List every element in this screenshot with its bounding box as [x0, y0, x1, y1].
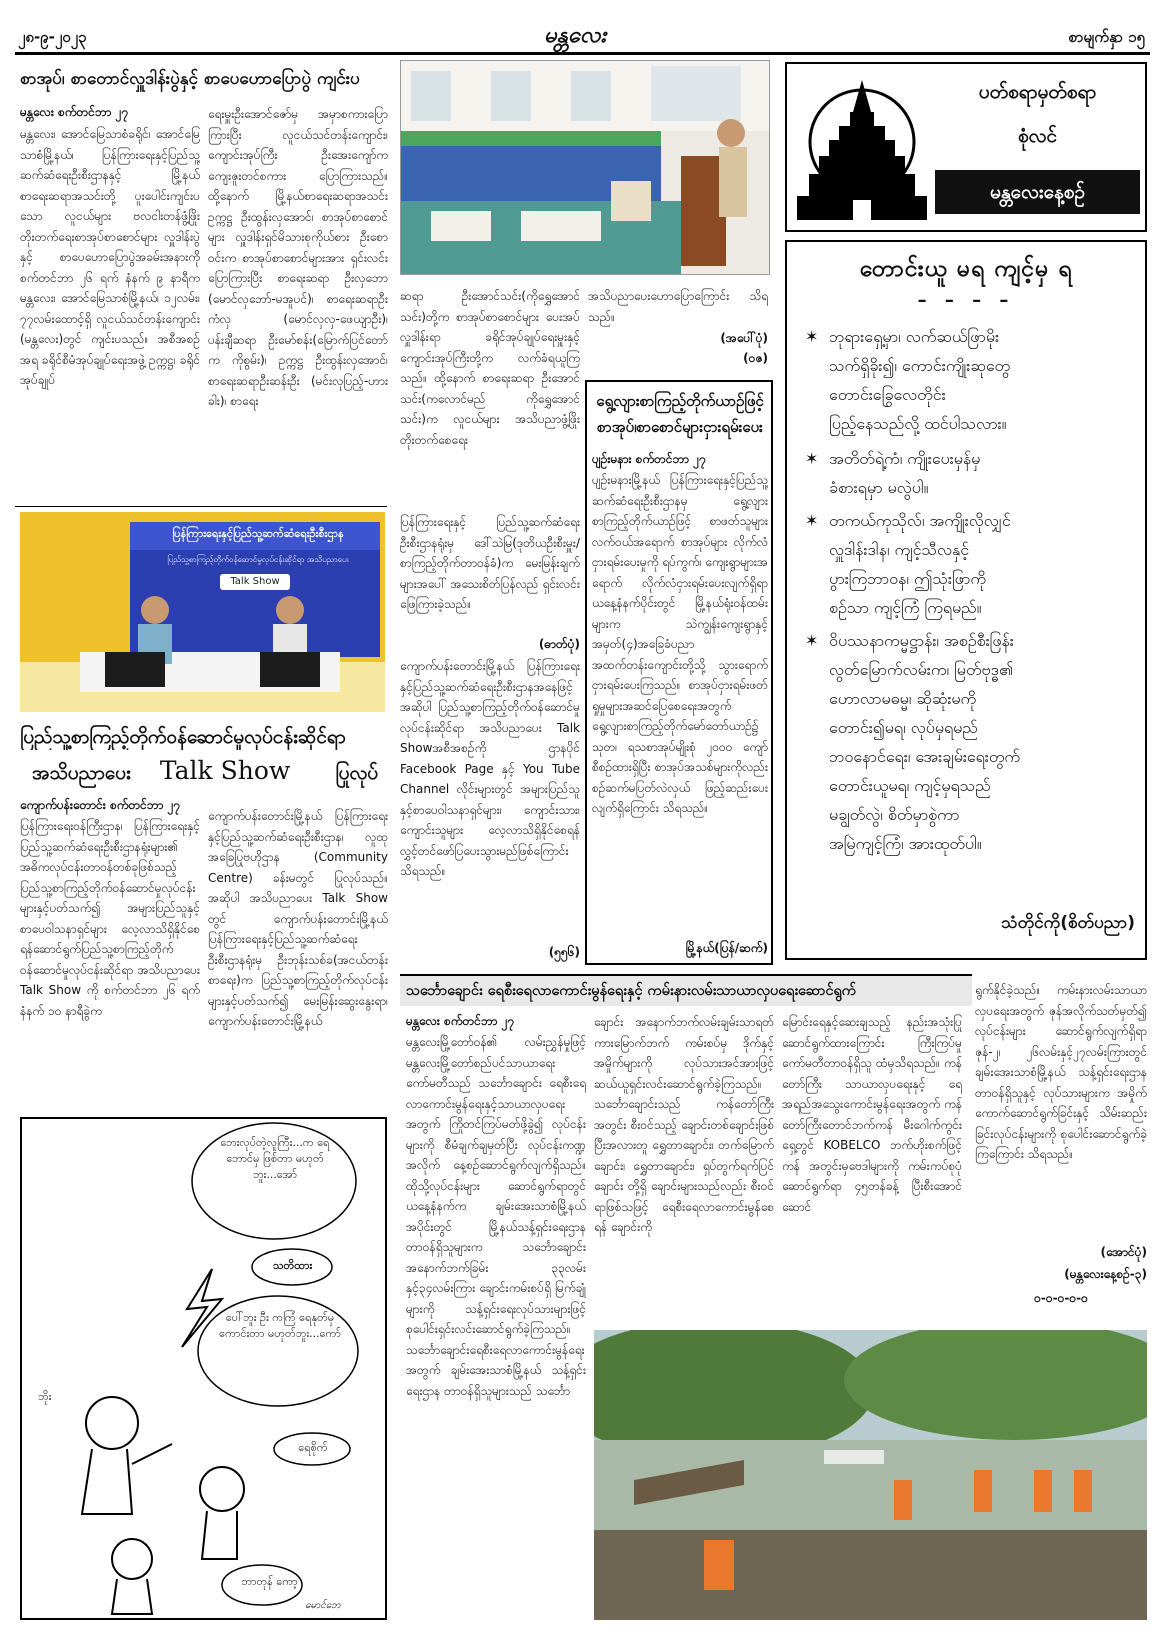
poem-stanza-4	[805, 626, 1140, 858]
canal-photo	[594, 1330, 1147, 1620]
poem-stanza-2	[805, 444, 1140, 502]
story-talks-credit-a: (အပေါ်ပုံ)	[720, 331, 768, 345]
talkshow-byline: ကျောက်ပန်းတောင်း စက်တင်ဘာ ၂၇	[20, 798, 181, 812]
talkshow-headline-part-b: Talk Show	[159, 756, 291, 785]
story-talks-col1: မန္တလေး၊ အောင်မြေသာစံခရိုင်၊ အောင်မြေသာစံမြို့နယ်၊ ပြန်ကြားရေးနှင့်ပြည်သူ့ဆက်ဆံရေးဦးစီးဌာနနှင့် မြို့နယ်စာရေးဆရာအသင်းတို့ ပူးပေါင်းကျင်းပသော လူငယ်များ ဗလငါးတန်ဖွံ့ဖြိုးတိုးတက်ရေးစာအုပ်စာစောင်များ လှူဒါန်းပွဲနှင့် စာပေဟောပြောပွဲအခမ်းအနားကို စက်တင်ဘာ ၂၆ ရက် နံနက် ၉ နာရီက မန္တလေး၊ အောင်မြေသာစံမြို့နယ်၊ ၁၂လမ်း၊ ၇၇လမ်းထောင့်ရှိ လူငယ်သင်တန်းကျောင်း (မန္တလေး)တွင် ကျင်းပသည်။ အစီအစဉ်အရ ခရိုင်စီမံအုပ်ချုပ်ရေးအဖွဲ့ ဥက္ကဋ္ဌ၊ ခရိုင်အုပ်ချုပ်	[20, 127, 200, 387]
cartoon-bubble-5: ဘာတုန် ကော့	[241, 1575, 298, 1588]
poem-line: ပြည့်နေသည်လို့ ထင်ပါသလား။	[829, 414, 1007, 433]
canal-byline: မန္တလေး စက်တင်ဘာ ၂၇	[406, 1014, 515, 1028]
cartoon-bubble-4: ရေစိုက်	[298, 1441, 328, 1454]
poem-line: တောင်းယူမရ၊ ကျင့်မှရသည်	[829, 776, 991, 795]
canal-col1: မန္တလေးမြို့တော်ဝန်၏ လမ်းညွှန်မှုဖြင့် မန္တလေးမြို့တော်စည်ပင်သာယာရေးကော်မတီသည် သင်္ဘောချောင်း ရေစီးရေလာကောင်းမွန်ရေးနှင့်သာယာလှပရေးအတွက် ကြိုတင်ကြပ်မတ်ဖို့ခွဲ၍ လုပ်ငန်းများကို စီမံချက်ချမှတ်ပြီး လုပ်ငန်းကဏ္ဍအလိုက် နေ့စဉ်ဆောင်ရွက်လျက်ရှိသည်။ ထိုသို့လုပ်ငန်းများ ဆောင်ရွက်ရာတွင် ယနေ့နံနက်က ချမ်းအေးသာစံမြို့နယ်အပိုင်းတွင် မြို့နယ်သန့်ရှင်းရေးဌာန တာဝန်ရှိသူများက သင်္ဘောချောင်းအနောက်ဘက်ခြမ်း ၃၃လမ်းနှင့်၃၄လမ်းကြား ချောင်းကမ်းစပ်ရှိ မြက်ချုံများကို သန့်ရှင်းရေးလုပ်သားများဖြင့် စုပေါင်းရှင်းလင်းဆောင်ရွက်ခဲ့ကြသည်။ သင်္ဘောချောင်းရေစီးရေလာကောင်းမွန်ရေးအတွက် ချမ်းအေးသာစံမြို့နယ် သန့်ရှင်းရေးဌာန တာဝန်ရှိသူများသည် သင်္ဘော	[406, 1035, 586, 1398]
poem-line: ပွားကြဘာဝန၊ ဤသုံးဖြာကို	[829, 569, 987, 588]
poem-line: လှူဒါန်းဒါန၊ ကျင့်သီလနှင့်	[829, 540, 970, 559]
cartoon-signature: မောင်ဘေ	[305, 1600, 341, 1611]
cartoon-label-left: ဘိုး	[38, 1390, 52, 1403]
poem-line: ခံစားရမှာ မလွဲပါ။	[829, 478, 929, 497]
motto-line2: စုံလင်	[1017, 125, 1058, 147]
talkshow-banner-subtitle: ပြည်သူ့စာကြည့်တိုက်ဝန်ဆောင်မှုလုပ်ငန်းဆိုင်ရာ အသိပညာပေး	[167, 555, 349, 564]
hall-photo-graphic	[401, 61, 770, 275]
poem-title: တောင်းယူ မရ ကျင့်မှ ရ	[859, 256, 1073, 282]
poem-line: ✶ တကယ်ကုသိုလ်၊ အကျိုးလိုလျှင်	[805, 506, 1140, 535]
poem-line: ✶ ဝိပဿနာကမ္မဋ္ဌာန်း၊ အစဉ်စီးဖြန်း	[805, 626, 1140, 655]
talkshow-photo	[20, 512, 385, 712]
talkshow-credit-b: (၅၅၆)	[548, 945, 580, 959]
poem-divider: – – – –	[917, 290, 1015, 311]
poem-line: ✶ အတိတ်ရဲ့ကံ၊ ကျိုးပေးမှန်မှ	[805, 444, 1140, 473]
library-body: ပျဉ်းမနားမြို့နယ် ပြန်ကြားရေးနှင့်ပြည်သူ့ဆက်ဆံရေးဦးစီးဌာနမှ ရွေ့လျားစာကြည့်တိုက်ယာဉ်ဖြင့် စာဖတ်သူများ လက်ဝယ်အရောက် စာအုပ်များ လိုက်လံငှားရမ်းပေးမှုကို ရပ်ကွက်၊ ကျေးရွာများအရောက် လိုက်လံငှားရမ်းပေးလျက်ရှိရာ ယနေ့နံနက်ပိုင်းတွင် မြို့နယ်ရုံးဝန်ထမ်းများက သဲကျွန်းကျေးရွာနှင့် အမှတ်(၄)အခြေခံပညာအထက်တန်းကျောင်းတို့သို့ သွားရောက်ငှားရမ်းပေးကြသည်။ စာအုပ်ငှားရမ်းဖတ်ရှုမှုများအဆင်ပြေစေရေးအတွက် ရွေ့လျားစာကြည့်တိုက်မော်တော်ယာဉ်၌ သုတ၊ ရသစာအုပ်မျိုးစုံ ၂၀၀၀ ကျော်စီစဉ်ထားရှိပြီး စာအုပ်အသစ်များကိုလည်း စဉ်ဆက်မပြတ်လဲလှယ် ဖြည့်ဆည်းပေးလျက်ရှိကြောင်း သိရသည်။	[592, 473, 768, 815]
library-headline: ရွေ့လျားစာကြည့်တိုက်ယာဉ်ဖြင့် စာအုပ်၊စာစောင်များငှားရမ်းပေး	[596, 392, 764, 436]
talkshow-col2: ကျောက်ပန်းတောင်းမြို့နယ် ပြန်ကြားရေးနှင့်ပြည်သူ့ဆက်ဆံရေးဦးစီးဌာန၊ လူထုအခြေပြုဗဟိုဌာန (Community Centre) ခန်းမတွင် ပြုလုပ်သည်။ အဆိုပါ အသိပညာပေး Talk Show တွင် ကျောက်ပန်းတောင်းမြို့နယ်ပြန်ကြားရေးနှင့်ပြည်သူ့ဆက်ဆံရေးဦးစီးဌာနရုံးမှ ဦးဘုန်းသစ်ခ(အငယ်တန်းစာရေး)က ပြည်သူ့စာကြည့်တိုက်လုပ်ငန်းများနှင့်ပတ်သက်၍ မေးမြန်းဆွေးနွေးရာ၊ ကျောက်ပန်းတောင်းမြို့နယ်	[208, 809, 388, 1028]
cartoon-drawing	[22, 1119, 385, 1618]
library-byline: ပျဉ်းမနား စက်တင်ဘာ ၂၇	[592, 452, 706, 466]
talkshow-col3: ပြန်ကြားရေးနှင့် ပြည်သူ့ဆက်ဆံရေးဦးစီးဌာနရုံးမှ ဒေါ်သဲမြ(ဒုတိယဦးစီးမှူး/စာကြည့်တိုက်တာဝန်ခံ)က မေးမြန်းချက်များအပေါ် အသေးစိတ်ပြန်လည် ရှင်းလင်းဖြေကြားခဲ့သည်။	[400, 515, 580, 611]
poem-line: ဟောလာမဓမ္မ၊ ဆိုဆုံးမကို	[829, 689, 977, 708]
story-talks-bottom-rule	[15, 506, 387, 507]
story-talks-credit-b: (ဝဇ)	[743, 351, 768, 365]
story-talks-col3: ဆရာ ဦးအောင်သင်း(ကိုရွှေအောင်သင်း)တို့က စာအုပ်စာစောင်များ ပေးအပ်လှူဒါန်းရာ ခရိုင်အုပ်ချုပ်ရေးမှူးနှင့် ကျောင်းအုပ်ကြီးတို့က လက်ခံရယူကြသည်။ ထို့နောက် စာရေးဆရာ ဦးအောင်သင်း(ကလောင်မည် ကိုရွှေအောင်သင်း)က လူငယ်များ အသိပညာဖွံ့ဖြိုးတိုးတက်စေရေး	[400, 289, 580, 447]
pagoda-emblem-icon	[795, 72, 930, 222]
talkshow-headline-part-a: အသိပညာပေး	[32, 762, 131, 784]
canal-end-mark: ၀-၀-၀-၀-၀	[1034, 1291, 1088, 1305]
canal-credit: (အောင်ပုံ)	[1100, 1245, 1147, 1259]
canal-col3: မြောင်းရေနှင့်ဆေးချသည့် နည်းအသုံးပြုဆောင်ရွက်ထားကြောင်း ကြီးကြပ်မှုကော်မတီတာဝန်ရှိသူ ထံမှသိရသည်။ ကန်တော်ကြီး သာယာလှပရေးနှင့် ရေအရည်အသွေးကောင်းမွန်ရေးအတွက် ကန်တော်ကြီးတောင်ဘက်ကန် မီးဂေါက်ကွင်းရှေ့တွင် KOBELCO ဘက်ဟိုးစက်ဖြင့်ကန် အတွင်းမှဗေဒါများကို ကမ်းကပ်စုပုံဆောင်ရွက်ရာ ၄၅တန်ခန့် ပြီးစီးအောင် ဆောင်	[782, 1015, 962, 1214]
masthead-rule	[15, 52, 1150, 55]
story-talks-photo	[400, 60, 770, 275]
talkshow-banner-label: Talk Show	[220, 574, 290, 590]
poem-line: မချွတ်လွဲ၊ စိတ်မှာစွဲကာ	[829, 805, 960, 824]
star-bullet-icon: ✶	[805, 631, 819, 650]
story-talks-col4: အသိပညာပေးဟောပြောကြောင်း သိရသည်။	[588, 289, 768, 324]
poem-line: တောင်းခြွေလေတိုင်း	[829, 385, 946, 404]
talkshow-headline-part-c: ပြုလုပ်	[335, 762, 379, 784]
cartoon-bubble-3: ပေါ်ဘူး ဦး ကကြံ ရေနုတ်မှ ကောင်းတာ မဟုတ်ဘူး...ကော်	[219, 1311, 341, 1340]
poem-line: ✶ ဘုရားရှေ့မှာ၊ လက်ဆယ်ဖြာမိုး	[805, 322, 1140, 351]
poem-stanza-3	[805, 506, 1140, 622]
story-talks-headline: စာအုပ်၊ စာတောင်လှူဒါန်းပွဲနှင့် စာပေဟောပြောပွဲ ကျင်းပ	[20, 69, 360, 89]
talkshow-headline-line1: ပြည်သူ့စာကြည့်တိုက်ဝန်ဆောင်မှုလုပ်ငန်းဆိုင်ရာ	[20, 726, 346, 748]
poem-line: စဉ်သာ ကျင့်ကြံ ကြရမည်။	[829, 598, 982, 617]
star-bullet-icon: ✶	[805, 449, 819, 468]
talkshow-credit-a: (ဓာတ်ပုံ)	[538, 637, 580, 651]
talkshow-photo-graphic	[20, 512, 385, 712]
canal-headline: သင်္ဘောချောင်း ရေစီးရေလာကောင်းမွန်ရေးနှင့် ကမ်းနားလမ်းသာယာလှပရေးဆောင်ရွက်	[406, 983, 856, 999]
talkshow-col3b: ကျောက်ပန်းတောင်းမြို့နယ် ပြန်ကြားရေးနှင့်ပြည်သူ့ဆက်ဆံရေးဦးစီးဌာနအနေဖြင့် အဆိုပါ ပြည်သူ့စာကြည့်တိုက်ဝန်ဆောင်မှု လုပ်ငန်းဆိုင်ရာ အသိပညာပေး Talk Showအစီအစဉ်ကို ဌာနပိုင် Facebook Page နှင့် You Tube Channel လိုင်းများတွင် အများပြည်သူနှင့်စာပေဝါသနာရှင်များ၊ ကျောင်းသား၊ ကျောင်းသူများ လေ့လာသိရှိနိုင်စေရန် လွှင့်တင်ဖော်ပြပေးသွားမည်ဖြစ်ကြောင်း သိရသည်။	[400, 659, 580, 878]
poem-line: ဘဝနောင်ရေး၊ အေးချမ်းရေးတွက်	[829, 747, 1021, 766]
poem-line: တောင်း၍မရ၊ လုပ်မှရမည်	[829, 718, 978, 737]
poem-line: အမြဲကျင့်ကြံ၊ အားထုတ်ပါ။	[829, 834, 982, 853]
masthead-page-number: စာမျက်နှာ ၁၅	[1068, 28, 1145, 46]
story-talks-byline: မန္တလေး စက်တင်ဘာ ၂၇	[20, 105, 129, 119]
poem-author: သံတိုင်ကို(စိတ်ပညာ)	[1001, 913, 1135, 933]
cartoon-bubble-1: ဘေးလုပ်တဲ့လူကြီး...က ရေဘောင်မှ ဖြစ်တာ မဟုတ်ဘူး...အော်	[220, 1136, 330, 1181]
cartoon-bubble-2: သတိထား	[272, 1259, 313, 1272]
talkshow-headline-line2	[20, 756, 390, 786]
motto-line3: မန္တလေးနေ့စဉ်	[935, 170, 1140, 214]
library-credit: မြို့နယ်(ပြန်/ဆက်)	[685, 941, 768, 955]
talkshow-col1: ပြန်ကြားရေးဝန်ကြီးဌာန၊ ပြန်ကြားရေးနှင့် ပြည်သူ့ဆက်ဆံရေးဦးစီးဌာနရုံးများ၏ အဓိကလုပ်ငန်းတာဝန်တစ်ခုဖြစ်သည့် ပြည်သူ့စာကြည့်တိုက်ဝန်ဆောင်မှုလုပ်ငန်းများနှင့်ပတ်သက်၍ အများပြည်သူနှင့် စာပေဝါသနာရှင်များ လေ့လာသိရှိနိုင်စေရန်ဆောင်ရွက်ပြည်သူ့စာကြည့်တိုက်ဝန်ဆောင်မှုလုပ်ငန်းဆိုင်ရာ အသိပညာပေး Talk Show ကို စက်တင်ဘာ ၂၆ ရက် နံနက် ၁၀ နာရီခွဲက	[20, 819, 200, 1018]
story-talks-col2: ရေးမှူးဦးအောင်ဇော်မှ အမှာစကားပြောကြားပြီး လူငယ်သင်တန်းကျောင်း၊ ကျောင်းအုပ်ကြီး ဦးအေးကျော်က ကျေးဇူးတင်စကား ပြောကြားသည်။ ထို့နောက် မြို့နယ်စာရေးဆရာအသင်းဥက္ကဋ္ဌ ဦးထွန်းလှအောင်၊ စာအုပ်စာစောင်များ လှူဒါန်းရှင်မိသားစုကိုယ်စား ဦးစောဝင်းက စာအုပ်စာစောင်များအား ရှင်းလင်းပြောကြားပြီး စာရေးဆရာ ဦးလှဘော (မောင်လှဘော်-မအူပင်)၊ စာရေးဆရာဦးကံလှ (မောင်လှလှ-ဖေယျာဦး)၊ ပန်းချီဆရာ ဦးမော်စန်း(မြောက်ပြင်တော်က ကိုစွမ်း)၊ ဥက္ကဋ္ဌ ဦးထွန်းလှအောင်၊ စာရေးဆရာဦးဆန်းဦး (မင်းလုပြည့်-ဟားခါး)၊ စာရေး	[208, 107, 388, 408]
star-bullet-icon: ✶	[805, 511, 819, 530]
poem-line: သက်ရှိခိုး၍၊ ကောင်းကျိုးဆုတွေ	[829, 356, 1011, 375]
masthead-date: ၂၈-၉-၂၀၂၃	[18, 28, 87, 46]
poem-line: လွတ်မြောက်လမ်းက၊ မြတ်ဗုဒ္ဓ၏	[829, 660, 1014, 679]
canal-col4: ရွက်နိုင်ခဲ့သည်။ ကမ်းနားလမ်းသာယာလှပရေးအတွက် ဇုန်အလိုက်သတ်မှတ်၍ လုပ်ငန်းများ ဆောင်ရွက်လျက်ရှိရာ ဇုန်-၂၊ ၂၆လမ်းနှင့်၂၇လမ်းကြားတွင် ချမ်းအေးသာစံမြို့နယ် သန့်ရှင်းရေးဌာန တာဝန်ရှိသူနှင့် လုပ်သားများက အမှိုက်ကောက်ဆောင်ရွက်ခြင်းနှင့် သိမ်းဆည်းခြင်းလုပ်ငန်းများကို စုပေါင်းဆောင်ရွက်ခဲ့ကြကြောင်း သိရသည်။	[975, 983, 1147, 1161]
canal-photo-graphic	[594, 1330, 1147, 1620]
poem-stanza-1	[805, 322, 1140, 438]
masthead-logo: မန္တလေး	[543, 22, 607, 48]
canal-col2: ချောင်း အနောက်ဘက်လမ်းချမ်းသာရတ်ကားမြောက်ဘက် ကမ်းစပ်မှ ဒိုက်နှင့်အမှိုက်များကို လုပ်သားအင်အားဖြင့် ဆယ်ယူရှင်းလင်းဆောင်ရွက်ခဲ့ကြသည်။ သင်္ဘောချောင်းသည် ကန်တော်ကြီးအတွင်း စီးဝင်သည့် ချောင်းတစ်ချောင်းဖြစ်ပြီးအလားတူ ရွှေတာချောင်း၊ တက်မြောက်ချောင်း၊ ရွှေတာချောင်း၊ ရှပ်တွက်ရက်ပြင်ချောင်း တို့ရှိ ချောင်းများသည်လည်း စီးဝင်ရာဖြစ်သဖြင့် ရေစီးရေလာကောင်းမွန်စေရန် ချောင်းကို	[594, 1015, 774, 1234]
star-bullet-icon: ✶	[805, 327, 819, 346]
talkshow-banner-title: ပြန်ကြားရေးနှင့်ပြည်သူ့ဆက်ဆံရေးဦးစီးဌာန	[172, 527, 344, 540]
motto-line1: ပတ်စရာမှတ်စရာ	[978, 81, 1097, 103]
canal-credit-2: (မန္တလေးနေ့စဉ်-၃)	[1064, 1267, 1147, 1281]
